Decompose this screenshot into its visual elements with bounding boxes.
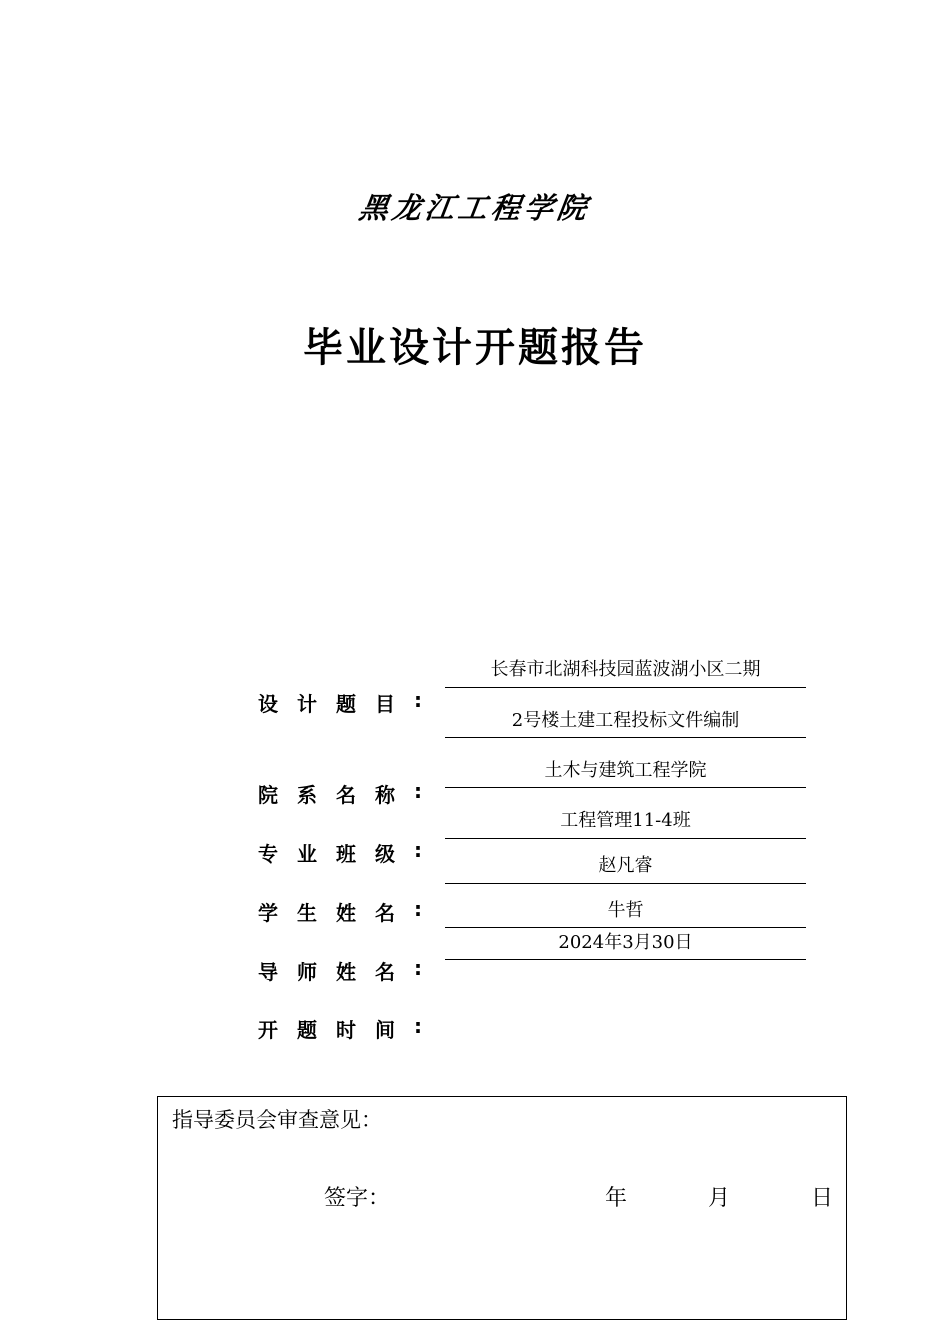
- label-advisor-name: [258, 956, 422, 985]
- year-label: 年: [605, 1186, 628, 1211]
- field-underline: [445, 687, 806, 688]
- label-class: [258, 838, 422, 867]
- label-char: 师: [297, 960, 317, 984]
- label-char: 开: [258, 1018, 278, 1042]
- label-char: 设: [258, 692, 278, 716]
- document-title: 毕业设计开题报告: [303, 325, 647, 371]
- label-char: :: [414, 688, 422, 712]
- label-char: 班: [336, 842, 356, 866]
- label-char: 称: [375, 783, 395, 807]
- label-char: 间: [375, 1018, 395, 1042]
- label-char: 题: [297, 1018, 317, 1042]
- review-box: [157, 1096, 847, 1320]
- label-student-name: [258, 897, 422, 926]
- label-char: :: [414, 779, 422, 803]
- topic-value-line2: 2号楼土建工程投标文件编制: [511, 710, 740, 731]
- topic-value-line1: 长春市北湖科技园蓝波湖小区二期: [490, 659, 761, 680]
- label-char: 导: [258, 960, 278, 984]
- label-char: 计: [297, 692, 317, 716]
- label-char: :: [414, 956, 422, 980]
- institution-name: 黑龙江工程学院: [356, 191, 593, 225]
- label-char: 名: [375, 960, 395, 984]
- day-label: 日: [811, 1186, 834, 1211]
- label-design-topic: [258, 688, 422, 717]
- field-underline: [445, 883, 806, 884]
- label-char: :: [414, 838, 422, 862]
- label-department: [258, 779, 422, 808]
- signature-label: 签字：: [324, 1186, 391, 1211]
- field-underline: [445, 959, 806, 960]
- label-char: 名: [375, 901, 395, 925]
- label-char: 姓: [336, 901, 356, 925]
- label-char: 院: [258, 783, 278, 807]
- field-underline: [445, 737, 806, 738]
- label-char: 业: [297, 842, 317, 866]
- field-underline: [445, 787, 806, 788]
- label-char: 专: [258, 842, 278, 866]
- label-char: 级: [375, 842, 395, 866]
- label-opening-date: [258, 1014, 422, 1043]
- label-char: :: [414, 1014, 422, 1038]
- label-char: :: [414, 897, 422, 921]
- label-char: 目: [375, 692, 395, 716]
- label-char: 时: [336, 1018, 356, 1042]
- date-value: 2024年3月30日: [558, 932, 693, 953]
- advisor-value: 牛哲: [607, 900, 644, 921]
- student-value: 赵凡睿: [598, 855, 653, 876]
- field-underline: [445, 838, 806, 839]
- label-char: 姓: [336, 960, 356, 984]
- department-value: 土木与建筑工程学院: [544, 760, 707, 781]
- label-char: 系: [297, 783, 317, 807]
- review-heading: 指导委员会审查意见：: [172, 1108, 382, 1132]
- label-char: 题: [336, 692, 356, 716]
- class-value: 工程管理11-4班: [560, 810, 691, 831]
- month-label: 月: [708, 1186, 731, 1211]
- label-char: 学: [258, 901, 278, 925]
- label-char: 名: [336, 783, 356, 807]
- label-char: 生: [297, 901, 317, 925]
